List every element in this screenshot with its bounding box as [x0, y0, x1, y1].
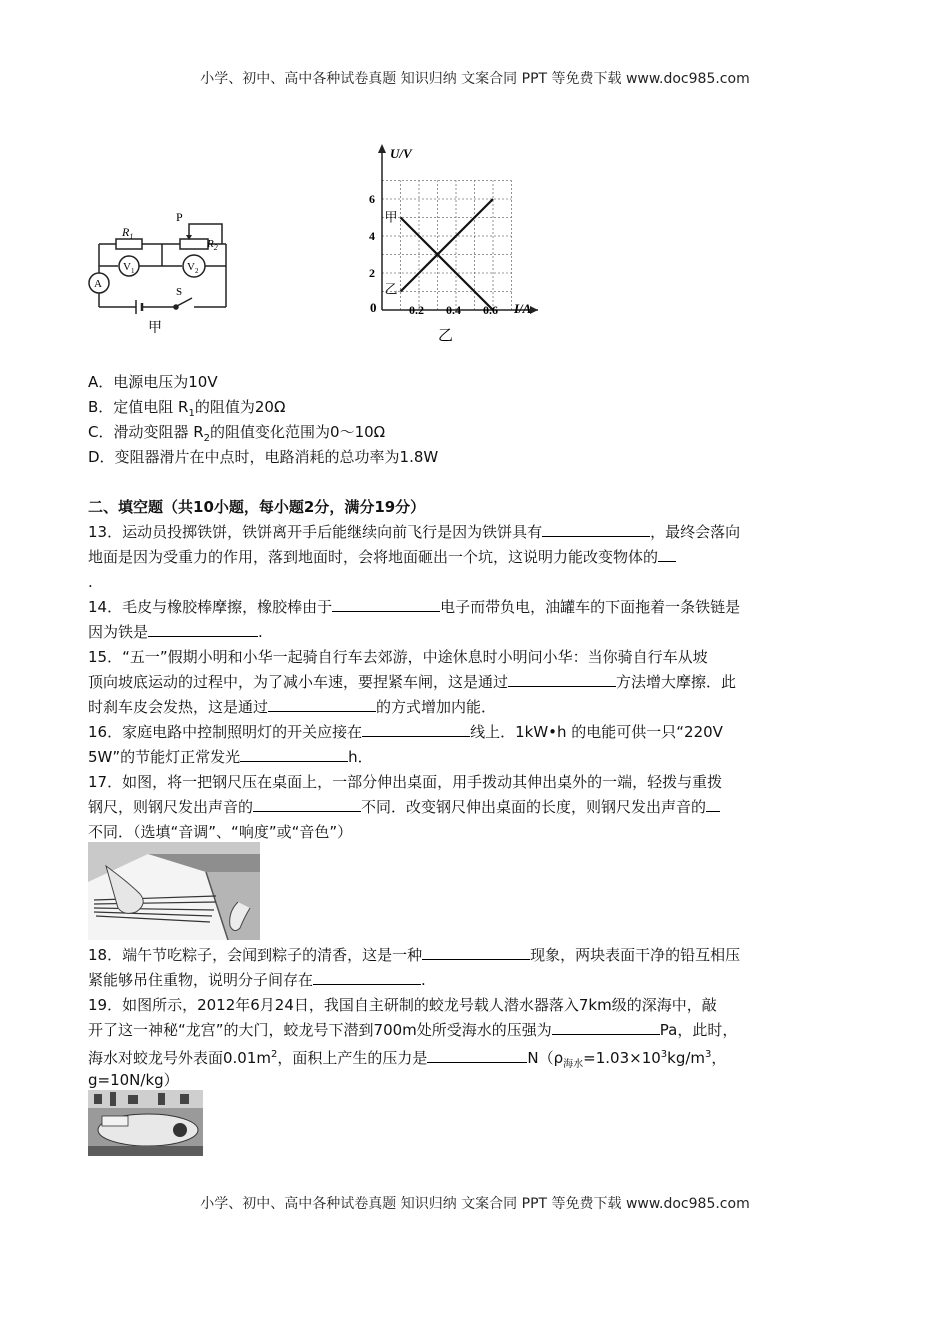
question-17-line-1: 17．如图，将一把钢尺压在桌面上，一部分伸出桌面，用手拨动其伸出桌外的一端，轻拨与重拨	[88, 773, 723, 791]
r2-label: $R_2$	[207, 238, 218, 252]
question-17-line-2: 钢尺，则钢尺发出声音的 不同．改变钢尺伸出桌面的长度，则钢尺发出声音的	[88, 797, 720, 817]
option-b: B．定值电阻 $R_1$的阻值为20Ω	[88, 398, 286, 419]
page-footer: 小学、初中、高中各种试卷真题 知识归纳 文案合同 PPT 等免费下载 www.doc985.com	[200, 1196, 750, 1212]
circuit-diagram	[82, 190, 242, 340]
question-19-line-1: 19．如图所示，2012年6月24日，我国自主研制的蛟龙号载人潜水器落入7km级的深海中，敲	[88, 996, 717, 1014]
v2-label: $V_2$	[187, 261, 199, 275]
question-16-line-2: 5W”的节能灯正常发光 h．	[88, 748, 373, 766]
question-17-line-3: 不同．（选填“音调”、“响度”或“音色”）	[88, 823, 353, 841]
y-axis-label: U/V	[390, 146, 412, 161]
series-line-yi	[401, 199, 494, 292]
u-i-graph	[362, 140, 542, 345]
r1-label: $R_1$	[122, 225, 134, 241]
question-19-line-3: 海水对蛟龙号外表面$0.01m^2$，面积上产生的压力是 $N(\rho_{海水}=1.03\times 10^3kg/m^3$，	[88, 1049, 727, 1070]
ammeter-label: A	[94, 278, 102, 290]
x-tick-label: 0.4	[446, 303, 461, 317]
origin-label: 0	[370, 300, 377, 315]
y-tick-label: 2	[369, 266, 375, 280]
series-label-jia: 甲	[384, 209, 398, 225]
option-a: A．电源电压为10V	[88, 373, 218, 391]
option-c: C．滑动变阻器 $R_2$的阻值变化范围为0～10Ω	[88, 423, 386, 444]
question-18-line-2: 紧能够吊住重物，说明分子间存在 .	[88, 971, 426, 989]
y-tick-label: 4	[369, 229, 375, 243]
y-tick-label: 6	[369, 192, 375, 206]
series-label-yi: 乙	[384, 281, 398, 297]
switch-label: S	[176, 286, 183, 298]
section-title: 二、填空题（共10小题，每小题2分，满分19分）	[88, 498, 426, 516]
question-13-line-3: .	[88, 573, 93, 591]
question-13-line-2: 地面是因为受重力的作用，落到地面时，会将地面砸出一个坑，这说明力能改变物体的	[88, 547, 676, 567]
question-15-line-2: 顶向坡底运动的过程中，为了减小车速，要捏紧车闸，这是通过 方法增大摩擦．此	[88, 673, 737, 691]
x-tick-label: 0.2	[409, 303, 424, 317]
question-14-line-2: 因为铁是 .	[88, 623, 263, 641]
x-axis-label: I/A	[514, 301, 532, 316]
question-15-line-1: 15．“五一”假期小明和小华一起骑自行车去郊游，中途休息时小明问小华：当你骑自行车从坡	[88, 648, 708, 666]
resistor-r2	[180, 239, 208, 249]
question-18-line-1: 18．端午节吃粽子，会闻到粽子的清香，这是一种 现象，两块表面干净的铅互相压	[88, 946, 741, 964]
question-14-line-1: 14．毛皮与橡胶棒摩擦，橡胶棒由于 电子而带负电，油罐车的下面拖着一条铁链是	[88, 598, 741, 616]
page-header: 小学、初中、高中各种试卷真题 知识归纳 文案合同 PPT 等免费下载 www.doc985.com	[200, 71, 750, 87]
series-line-jia	[401, 218, 494, 311]
submarine-photo	[88, 1090, 203, 1156]
figure-caption-jia: 甲	[148, 321, 162, 336]
x-tick-label: 0.6	[483, 303, 498, 317]
option-d: D．变阻器滑片在中点时，电路消耗的总功率为1.8W	[88, 448, 439, 466]
question-13-line-1: 13．运动员投掷铁饼，铁饼离开手后能继续向前飞行是因为铁饼具有 ，最终会落向	[88, 523, 741, 541]
question-16-line-1: 16．家庭电路中控制照明灯的开关应接在 线上．1kW•h 的电能可供一只“220V	[88, 723, 723, 741]
slider-label: P	[176, 210, 183, 224]
v1-label: $V_1$	[123, 261, 135, 275]
question-15-line-3: 时刹车皮会发热，这是通过 的方式增加内能．	[88, 698, 497, 716]
question-19-line-2: 开了这一神秘“龙宫”的大门，蛟龙号下潜到700m处所受海水的压强为 Pa，此时，	[88, 1021, 738, 1039]
question-19-line-4: g=10N/kg）	[88, 1071, 179, 1089]
figure-caption-yi: 乙	[438, 328, 454, 344]
ruler-photo	[88, 842, 260, 940]
